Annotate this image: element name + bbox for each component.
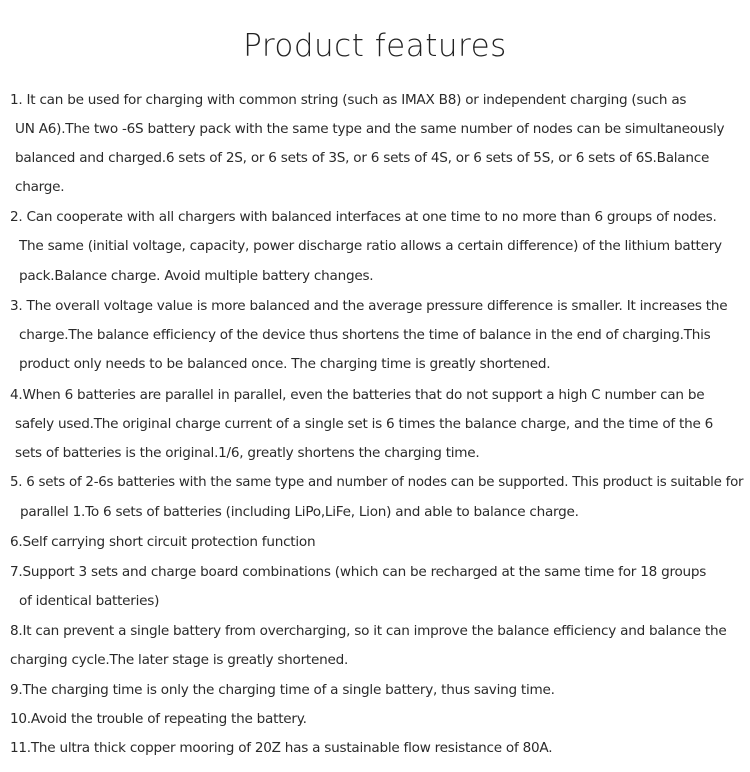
- feature-line: pack.Balance charge. Avoid multiple battery changes.: [19, 268, 374, 284]
- page-title: Product features: [243, 28, 507, 64]
- feature-line: charging cycle.The later stage is greatly shortened.: [10, 652, 349, 668]
- feature-line: balanced and charged.6 sets of 2S, or 6 sets of 3S, or 6 sets of 4S, or 6 sets of 5S, or 6 sets of 6S.Balance: [15, 150, 710, 166]
- feature-line: of identical batteries): [19, 593, 160, 609]
- feature-line: 8.It can prevent a single battery from overcharging, so it can improve the balance efficiency and balance the: [10, 623, 727, 639]
- feature-line: 10.Avoid the trouble of repeating the battery.: [10, 711, 307, 727]
- feature-line: charge.The balance efficiency of the device thus shortens the time of balance in the end of charging.This: [19, 327, 711, 343]
- feature-line: parallel 1.To 6 sets of batteries (including LiPo,LiFe, Lion) and able to balance charge.: [20, 504, 579, 520]
- feature-line: charge.: [15, 179, 65, 195]
- feature-line: 4.When 6 batteries are parallel in parallel, even the batteries that do not support a high C number can be: [10, 387, 705, 403]
- feature-line: 6.Self carrying short circuit protection function: [10, 534, 316, 550]
- feature-line: 1. It can be used for charging with common string (such as IMAX B8) or independent charging (such as: [10, 92, 687, 108]
- feature-line: 3. The overall voltage value is more balanced and the average pressure difference is smaller. It increases the: [10, 298, 728, 314]
- feature-line: product only needs to be balanced once. The charging time is greatly shortened.: [19, 356, 551, 372]
- feature-line: 5. 6 sets of 2-6s batteries with the same type and number of nodes can be supported. This product is suitable for: [10, 475, 744, 490]
- feature-line: 11.The ultra thick copper mooring of 20Z has a sustainable flow resistance of 80A.: [10, 740, 553, 756]
- feature-line: 9.The charging time is only the charging time of a single battery, thus saving time.: [10, 682, 555, 698]
- feature-line: The same (initial voltage, capacity, power discharge ratio allows a certain difference) of the lithium battery: [19, 238, 722, 254]
- feature-line: 2. Can cooperate with all chargers with balanced interfaces at one time to no more than 6 groups of nodes.: [10, 209, 717, 225]
- feature-line: safely used.The original charge current of a single set is 6 times the balance charge, and the time of the 6: [15, 416, 714, 432]
- feature-line: UN A6).The two -6S battery pack with the same type and the same number of nodes can be simultaneously: [15, 121, 725, 137]
- feature-line: 7.Support 3 sets and charge board combinations (which can be recharged at the same time for 18 groups: [10, 564, 707, 580]
- feature-line: sets of batteries is the original.1/6, greatly shortens the charging time.: [15, 445, 480, 461]
